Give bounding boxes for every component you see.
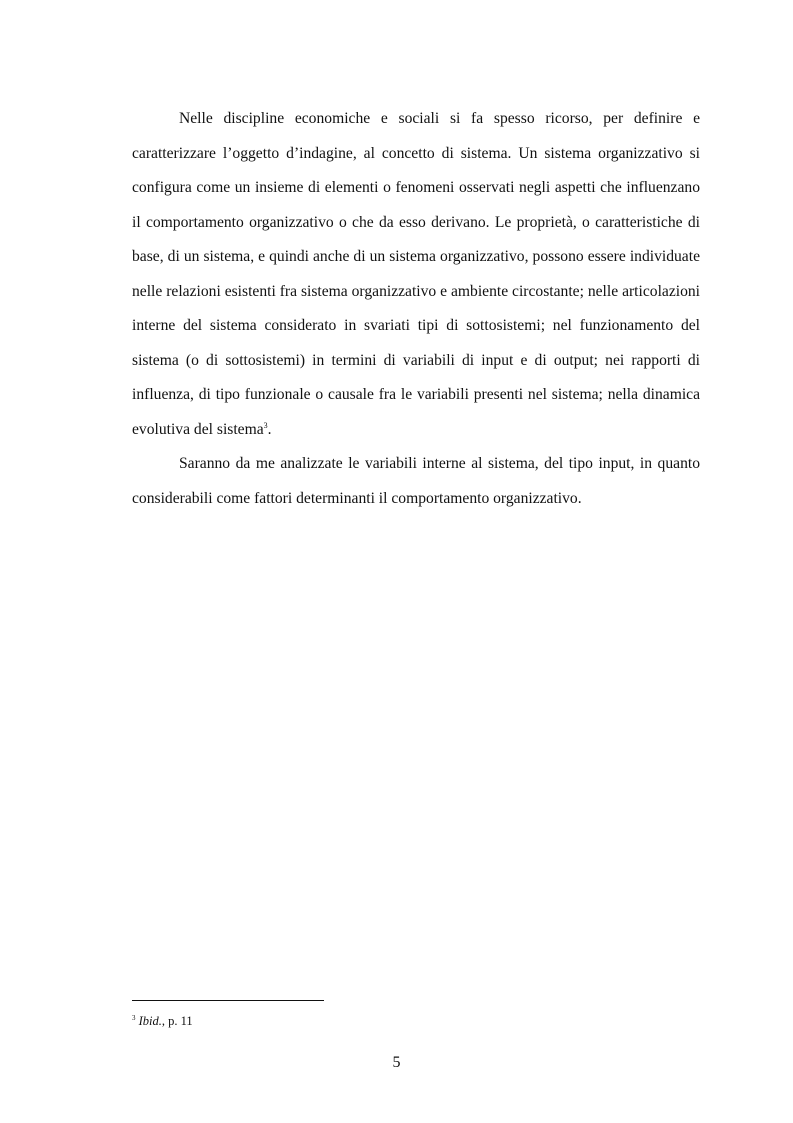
footnote-reference: 3 — [263, 420, 268, 430]
footnote-rest: , p. 11 — [161, 1014, 193, 1028]
paragraph-1-text: Nelle discipline economiche e sociali si fa spesso ricorso, per definire e caratterizzare l’oggetto d’indagine, al concetto di sistema. Un sistema organizzativo si configura come un insieme di elementi o fenomeni osservati negli aspetti che influenzano il comportamento organizzativo o che da esso derivano. Le proprietà, o caratteristiche di base, di un sistema, e quindi anche di un sistema organizzativo, possono essere individuate nelle relazioni esistenti fra sistema organizzativo e ambiente circostante; nelle articolazioni interne del sistema considerato in svariati tipi di sottosistemi; nel funzionamento del sistema (o di sottosistemi) in termini di variabili di input e di output; nei rapporti di influenza, di tipo funzionale o causale fra le variabili presenti nel sistema; nella dinamica evolutiva del sistema — [132, 110, 700, 438]
body-text — [132, 102, 700, 516]
paragraph-2: Saranno da me analizzate le variabili interne al sistema, del tipo input, in quanto considerabili come fattori determinanti il comportamento organizzativo. — [132, 455, 700, 507]
footnote-number: 3 — [132, 1013, 136, 1022]
footnote-separator — [132, 1000, 324, 1001]
paragraph-1-end: . — [267, 420, 272, 438]
paragraph-1 — [132, 102, 700, 447]
footnote-source: Ibid. — [138, 1014, 162, 1028]
page-number: 5 — [392, 1054, 401, 1071]
footnote — [132, 1013, 193, 1029]
